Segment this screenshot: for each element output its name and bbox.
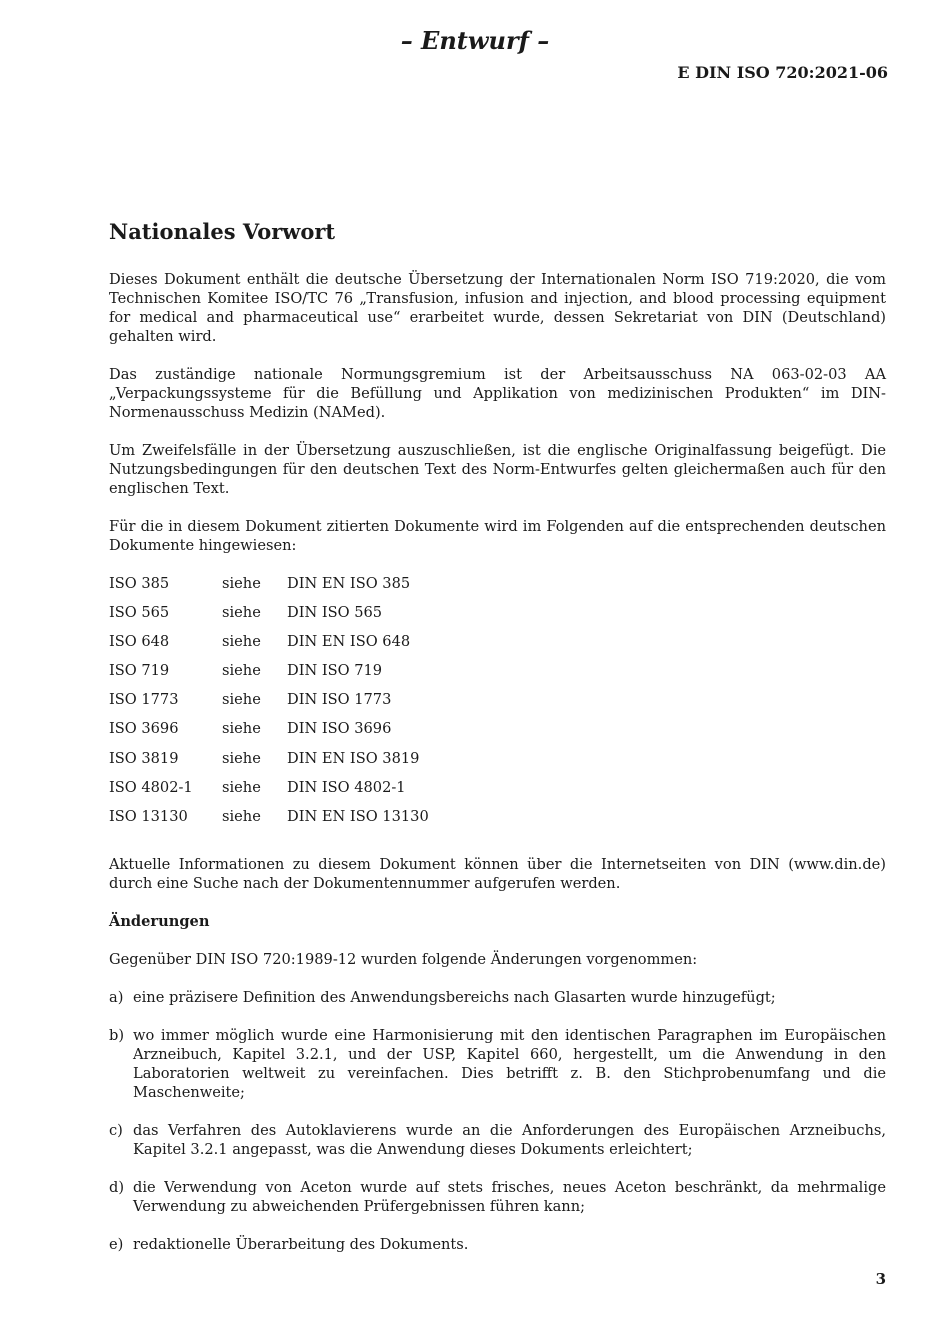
paragraph: Um Zweifelsfälle in der Übersetzung auszuschließen, ist die englische Originalfassung beigefügt. Die Nutzungsbedingungen für den deutschen Text des Norm-Entwurfes gelten gleichermaßen auch für den englischen Text. [109,442,886,497]
see-label: siehe [222,633,261,651]
info-paragraph: Aktuelle Informationen zu diesem Dokument können über die Internetseiten von DIN (www.din.de) durch eine Suche nach der Dokumentennummer aufgerufen werden. [109,855,886,892]
paragraph: Für die in diesem Dokument zitierten Dokumente wird im Folgenden auf die entsprechenden deutschen Dokumente hingewiesen: [109,518,886,554]
din-reference: DIN EN ISO 13130 [287,807,429,825]
page-content [109,218,886,1273]
iso-reference: ISO 565 [109,604,170,622]
iso-reference: ISO 385 [109,575,170,592]
reference-row [109,690,886,719]
reference-row [109,778,886,807]
see-label: siehe [222,575,261,592]
change-item-text: die Verwendung von Aceton wurde auf stets frisches, neues Aceton beschränkt, da mehrmalige Verwendung zu abweichenden Prüfergebnissen führen kann; [133,1178,886,1215]
change-item-label: d) [109,1178,125,1196]
reference-row [109,574,886,603]
page-number: 3 [875,1270,886,1288]
din-reference: DIN ISO 3696 [287,720,392,738]
change-item-label: b) [109,1026,125,1044]
iso-reference: ISO 3819 [109,749,179,767]
iso-reference: ISO 648 [109,633,170,651]
din-reference: DIN EN ISO 3819 [287,749,420,767]
see-label: siehe [222,604,261,622]
reference-list [109,574,886,836]
reference-row [109,749,886,778]
section-title: Nationales Vorwort [109,219,336,244]
change-item-label: a) [109,988,124,1006]
iso-reference: ISO 13130 [109,807,188,825]
paragraph: Das zuständige nationale Normungsgremium ist der Arbeitsausschuss NA 063-02-03 AA „Verpackungssysteme für die Befüllung und Applikation von medizinischen Produkten“ im DIN-Normenausschuss Medizin (NAMed). [109,366,886,421]
reference-row [109,807,886,836]
change-item [109,1121,886,1159]
changes-heading: Änderungen [109,912,210,930]
see-label: siehe [222,807,261,825]
draft-label: – Entwurf – [400,26,550,55]
document-number: E DIN ISO 720:2021-06 [677,63,888,82]
iso-reference: ISO 3696 [109,720,179,738]
reference-row [109,603,886,632]
change-item-label: c) [109,1121,123,1139]
din-reference: DIN ISO 565 [287,604,383,622]
see-label: siehe [222,691,261,709]
change-item [109,1235,886,1254]
iso-reference: ISO 4802-1 [109,778,193,796]
iso-reference: ISO 719 [109,662,170,680]
din-reference: DIN EN ISO 385 [287,575,411,592]
see-label: siehe [222,662,261,680]
change-item-text: eine präzisere Definition des Anwendungsbereichs nach Glasarten wurde hinzugefügt; [133,988,776,1006]
change-item [109,1026,886,1102]
see-label: siehe [222,778,261,796]
din-reference: DIN EN ISO 648 [287,633,411,651]
din-reference: DIN ISO 719 [287,662,383,680]
din-reference: DIN ISO 1773 [287,691,392,709]
din-reference: DIN ISO 4802-1 [287,778,406,796]
paragraph: Dieses Dokument enthält die deutsche Übersetzung der Internationalen Norm ISO 719:2020, die vom Technischen Komitee ISO/TC 76 „Transfusion, infusion and injection, and blood processing equipment for medical and pharmaceutical use“ erarbeitet wurde, dessen Sekretariat von DIN (Deutschland) gehalten wird. [109,271,886,345]
see-label: siehe [222,720,261,738]
reference-row [109,632,886,661]
change-item-text: redaktionelle Überarbeitung des Dokuments. [133,1235,469,1253]
see-label: siehe [222,749,261,767]
change-item [109,1178,886,1216]
change-item-text: wo immer möglich wurde eine Harmonisierung mit den identischen Paragraphen im Europäischen Arzneibuch, Kapitel 3.2.1, und der USP, Kapitel 660, hergestellt, um die Anwendung in den Laboratorien weltweit zu vereinfachen. Dies betrifft z. B. den Stichprobenumfang und die Maschenweite; [133,1026,886,1101]
changes-intro: Gegenüber DIN ISO 720:1989-12 wurden folgende Änderungen vorgenommen: [109,950,698,968]
iso-reference: ISO 1773 [109,691,179,709]
change-item-label: e) [109,1235,124,1253]
reference-row [109,661,886,690]
change-item-text: das Verfahren des Autoklavierens wurde an die Anforderungen des Europäischen Arzneibuchs, Kapitel 3.2.1 angepasst, was die Anwendung dieses Dokuments erleichtert; [133,1121,886,1158]
reference-row [109,719,886,748]
change-item [109,988,886,1007]
